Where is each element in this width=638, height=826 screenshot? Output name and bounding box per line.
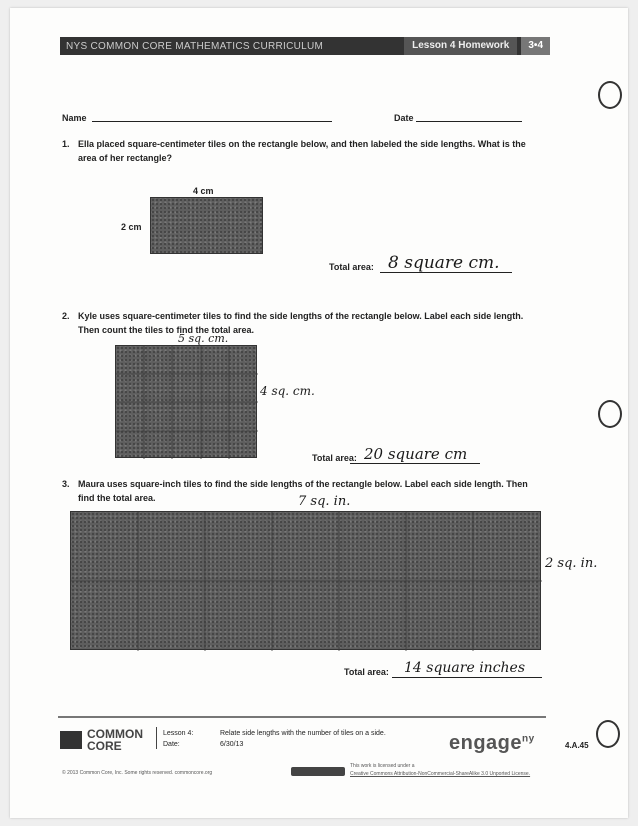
logo-text-core: CORE <box>87 739 122 753</box>
q1-rectangle <box>150 197 263 254</box>
q3-total-label: Total area: <box>344 667 389 677</box>
q3-tile-grid <box>71 512 542 651</box>
footer-date-label: Date: <box>163 741 180 748</box>
engage-ny-logo: engage$^{ny}$ <box>449 732 535 754</box>
q2-text-line1: Kyle uses square-centimeter tiles to find the side lengths of the rectangle below. Label each side length. <box>78 311 524 321</box>
logo-text-common: COMMON <box>87 727 143 741</box>
name-label: Name <box>62 113 87 123</box>
worksheet-page <box>10 8 628 818</box>
date-label: Date <box>394 113 414 123</box>
q3-answer-line <box>392 677 542 678</box>
q2-answer: 20 square cm <box>364 445 468 463</box>
q3-text-line2: find the total area. <box>78 493 156 503</box>
q2-top-length: 5 sq. cm. <box>178 332 229 345</box>
q2-total-label: Total area: <box>312 453 357 463</box>
q1-total-label: Total area: <box>329 262 374 272</box>
q3-rectangle <box>70 511 541 650</box>
footer-divider <box>156 727 157 749</box>
lesson-title: Lesson 4 Homework <box>404 37 517 55</box>
page-code: 4.A.45 <box>565 741 589 750</box>
license-line1: This work is licensed under a <box>350 763 415 769</box>
q2-side-length: 4 sq. cm. <box>260 384 315 398</box>
q2-rectangle <box>115 345 257 458</box>
q1-text-line2: area of her rectangle? <box>78 153 173 163</box>
q3-text-line1: Maura uses square-inch tiles to find the side lengths of the rectangle below. Label each side length. Then <box>78 479 528 489</box>
q1-answer: 8 square cm. <box>388 253 500 273</box>
license-link[interactable]: Creative Commons Attribution-NonCommercial-ShareAlike 3.0 Unported License. <box>350 771 531 777</box>
binder-hole-top <box>598 81 622 109</box>
footer-lesson-label: Lesson 4: <box>163 730 194 737</box>
copyright: © 2013 Common Core, Inc. Some rights reserved. commoncore.org <box>62 770 213 776</box>
q3-top-length: 7 sq. in. <box>298 494 351 509</box>
q1-text-line1: Ella placed square-centimeter tiles on the rectangle below, and then labeled the side lengths. What is the <box>78 139 526 149</box>
q3-answer: 14 square inches <box>404 660 526 676</box>
q3-number: 3. <box>62 479 70 489</box>
grade-module-badge: 3•4 <box>521 37 550 55</box>
binder-hole-middle <box>598 400 622 428</box>
q2-tile-grid <box>116 346 258 459</box>
q3-side-length: 2 sq. in. <box>545 556 598 571</box>
q2-text-line2: Then count the tiles to find the total area. <box>78 325 255 335</box>
footer-date: 6/30/13 <box>220 741 244 748</box>
binder-hole-bottom <box>596 720 620 748</box>
common-core-logo-icon <box>60 731 82 749</box>
date-field[interactable] <box>416 121 522 122</box>
q1-number: 1. <box>62 139 70 149</box>
q2-number: 2. <box>62 311 70 321</box>
q1-top-label: 4 cm <box>193 186 214 196</box>
q2-answer-line <box>350 463 480 464</box>
curriculum-title: NYS COMMON CORE MATHEMATICS CURRICULUM <box>66 40 324 52</box>
page-header <box>60 37 550 55</box>
footer-rule <box>58 716 546 718</box>
name-field[interactable] <box>92 121 332 122</box>
creative-commons-badge-icon <box>291 767 345 776</box>
footer-lesson-desc: Relate side lengths with the number of tiles on a side. <box>220 730 386 737</box>
q1-side-label: 2 cm <box>121 222 142 232</box>
